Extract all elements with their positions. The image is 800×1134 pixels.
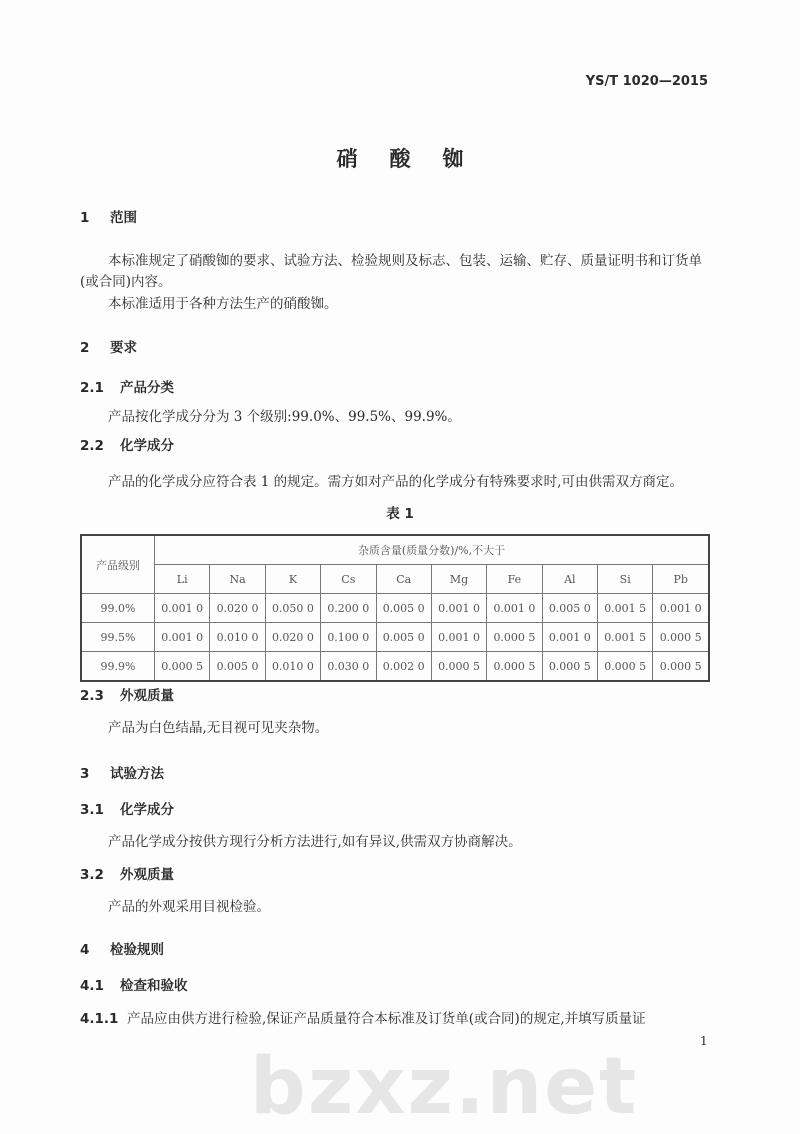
paragraph: 产品化学成分按供方现行分析方法进行,如有异议,供需双方协商解决。 xyxy=(108,834,522,850)
section-heading: 2 要求 xyxy=(80,340,137,356)
value-cell: 0.001 0 xyxy=(431,594,486,623)
column-header: Al xyxy=(542,565,597,594)
value-cell: 0.010 0 xyxy=(210,623,265,652)
value-cell: 0.000 5 xyxy=(653,623,709,652)
column-header: Mg xyxy=(431,565,486,594)
column-header: Li xyxy=(155,565,210,594)
paragraph: 产品的外观采用目视检验。 xyxy=(108,899,270,915)
column-header: Na xyxy=(210,565,265,594)
value-cell: 0.010 0 xyxy=(265,652,320,682)
value-cell: 0.001 0 xyxy=(653,594,709,623)
grade-header: 产品级别 xyxy=(81,535,155,594)
value-cell: 0.001 0 xyxy=(487,594,542,623)
grade-cell: 99.0% xyxy=(81,594,155,623)
value-cell: 0.100 0 xyxy=(321,623,376,652)
column-header: Cs xyxy=(321,565,376,594)
section-heading: 2.3 外观质量 xyxy=(80,688,174,704)
table-row xyxy=(81,623,709,652)
paragraph: 本标准规定了硝酸铷的要求、试验方法、检验规则及标志、包装、运输、贮存、质量证明书和订货单 xyxy=(108,253,702,269)
page-number: 1 xyxy=(700,1034,708,1048)
paragraph: 本标准适用于各种方法生产的硝酸铷。 xyxy=(108,296,338,312)
column-header: Ca xyxy=(376,565,431,594)
value-cell: 0.005 0 xyxy=(542,594,597,623)
value-cell: 0.002 0 xyxy=(376,652,431,682)
paragraph: 产品为白色结晶,无目视可见夹杂物。 xyxy=(108,720,329,736)
section-heading: 3.2 外观质量 xyxy=(80,867,174,883)
value-cell: 0.000 5 xyxy=(431,652,486,682)
watermark: bzxz.net xyxy=(250,1042,639,1132)
column-header: Fe xyxy=(487,565,542,594)
value-cell: 0.005 0 xyxy=(210,652,265,682)
value-cell: 0.005 0 xyxy=(376,623,431,652)
value-cell: 0.050 0 xyxy=(265,594,320,623)
section-heading: 2.2 化学成分 xyxy=(80,438,174,454)
value-cell: 0.001 0 xyxy=(155,623,210,652)
value-cell: 0.001 5 xyxy=(598,623,653,652)
value-cell: 0.001 5 xyxy=(598,594,653,623)
section-heading: 4 检验规则 xyxy=(80,942,164,958)
value-cell: 0.000 5 xyxy=(653,652,709,682)
grade-cell: 99.5% xyxy=(81,623,155,652)
value-cell: 0.001 0 xyxy=(431,623,486,652)
table-row xyxy=(81,594,709,623)
grade-cell: 99.9% xyxy=(81,652,155,682)
table-row xyxy=(81,652,709,682)
page-title: 硝酸铷 xyxy=(336,147,496,171)
column-header: K xyxy=(265,565,320,594)
value-cell: 0.000 5 xyxy=(487,623,542,652)
value-cell: 0.001 0 xyxy=(155,594,210,623)
value-cell: 0.001 0 xyxy=(542,623,597,652)
value-cell: 0.000 5 xyxy=(487,652,542,682)
group-header: 杂质含量(质量分数)/%,不大于 xyxy=(155,535,710,565)
paragraph: 产品按化学成分分为 3 个级别:99.0%、99.5%、99.9%。 xyxy=(108,409,461,425)
value-cell: 0.005 0 xyxy=(376,594,431,623)
paragraph: (或合同)内容。 xyxy=(80,274,172,290)
impurity-table xyxy=(80,534,710,682)
section-heading: 3 试验方法 xyxy=(80,766,164,782)
clause-4-1-1: 4.1.1 产品应由供方进行检验,保证产品质量符合本标准及订货单(或合同)的规定,并填写质量证 xyxy=(80,1011,646,1027)
value-cell: 0.020 0 xyxy=(265,623,320,652)
table-caption: 表 1 xyxy=(386,506,414,522)
value-cell: 0.000 5 xyxy=(542,652,597,682)
section-heading: 2.1 产品分类 xyxy=(80,380,174,396)
value-cell: 0.200 0 xyxy=(321,594,376,623)
column-header: Si xyxy=(598,565,653,594)
value-cell: 0.000 5 xyxy=(155,652,210,682)
value-cell: 0.000 5 xyxy=(598,652,653,682)
column-header: Pb xyxy=(653,565,709,594)
section-heading: 3.1 化学成分 xyxy=(80,802,174,818)
value-cell: 0.020 0 xyxy=(210,594,265,623)
standard-number: YS/T 1020—2015 xyxy=(585,74,708,89)
value-cell: 0.030 0 xyxy=(321,652,376,682)
section-heading: 4.1 检查和验收 xyxy=(80,978,188,994)
paragraph: 产品的化学成分应符合表 1 的规定。需方如对产品的化学成分有特殊要求时,可由供需双方商定。 xyxy=(108,474,683,490)
section-heading: 1 范围 xyxy=(80,210,137,226)
